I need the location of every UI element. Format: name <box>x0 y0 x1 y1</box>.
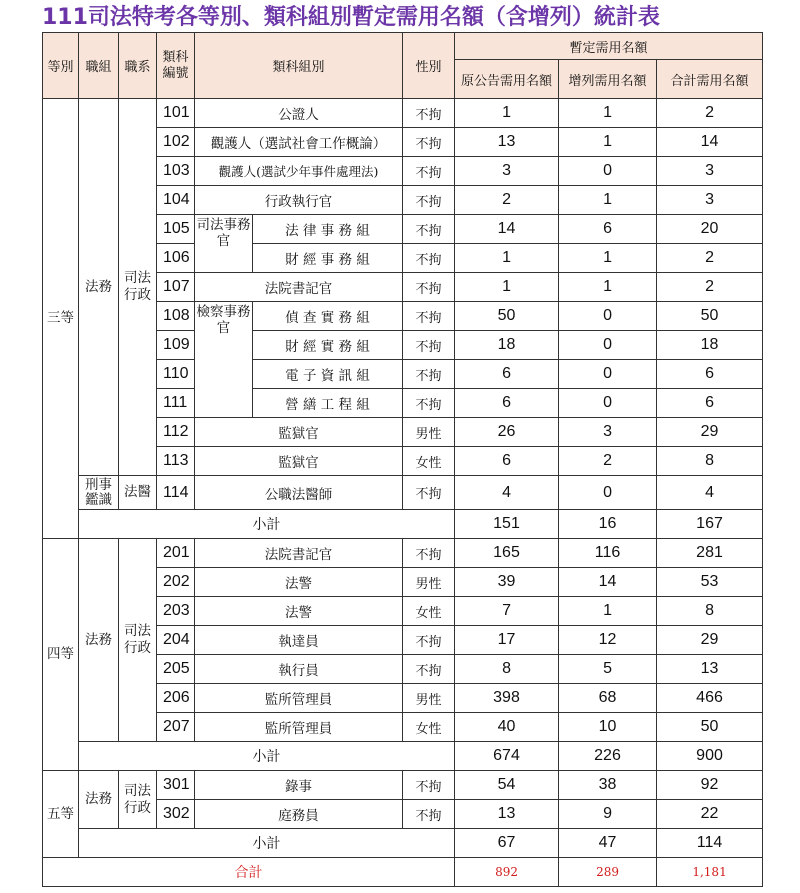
row-total: 22 <box>657 800 763 829</box>
row-gender: 男性 <box>403 684 455 713</box>
row-original: 18 <box>455 331 559 360</box>
grand-total-original: 892 <box>455 858 559 887</box>
row-original: 165 <box>455 539 559 568</box>
row-total: 18 <box>657 331 763 360</box>
row-gender: 不拘 <box>403 273 455 302</box>
series-judicial-admin-3 <box>119 99 157 476</box>
row-original: 13 <box>455 800 559 829</box>
row-added: 0 <box>559 157 657 186</box>
grade-3-label: 三等 <box>43 99 79 539</box>
row-total: 3 <box>657 186 763 215</box>
row-added: 0 <box>559 331 657 360</box>
row-total: 50 <box>657 302 763 331</box>
row-name: 監所管理員 <box>195 713 403 742</box>
row-code: 102 <box>157 128 195 157</box>
row-code: 101 <box>157 99 195 128</box>
row-original: 1 <box>455 273 559 302</box>
group-legal-4: 法務 <box>79 539 119 742</box>
row-name: 庭務員 <box>195 800 403 829</box>
row-code: 201 <box>157 539 195 568</box>
row-name: 偵 查 實 務 組 <box>253 302 403 331</box>
row-name: 法警 <box>195 597 403 626</box>
row-added: 3 <box>559 418 657 447</box>
row-original: 4 <box>455 476 559 510</box>
header-grade: 等別 <box>43 33 79 99</box>
row-gender: 不拘 <box>403 331 455 360</box>
page-title: 111司法特考各等別、類科組別暫定需用名額（含增列）統計表 <box>42 5 660 30</box>
row-total: 92 <box>657 771 763 800</box>
row-original: 1 <box>455 99 559 128</box>
table-row <box>43 539 763 568</box>
row-added: 0 <box>559 389 657 418</box>
row-total: 2 <box>657 244 763 273</box>
row-gender: 不拘 <box>403 99 455 128</box>
row-name: 法院書記官 <box>195 273 403 302</box>
row-name: 觀護人(選試少年事件處理法) <box>195 157 403 186</box>
group-forensic <box>79 476 119 510</box>
group-legal-3: 法務 <box>79 99 119 476</box>
subtotal-original: 674 <box>455 742 559 771</box>
row-added: 0 <box>559 476 657 510</box>
row-added: 1 <box>559 186 657 215</box>
row-code: 108 <box>157 302 195 331</box>
grade-4-label: 四等 <box>43 539 79 771</box>
header-quota: 暫定需用名額 <box>455 33 763 60</box>
row-added: 1 <box>559 128 657 157</box>
header-gender: 性別 <box>403 33 455 99</box>
subtotal-total: 167 <box>657 510 763 539</box>
row-original: 13 <box>455 128 559 157</box>
subtotal-label: 小計 <box>79 829 455 858</box>
row-total: 53 <box>657 568 763 597</box>
subtotal-original: 67 <box>455 829 559 858</box>
subtotal-added: 16 <box>559 510 657 539</box>
row-code: 207 <box>157 713 195 742</box>
row-added: 0 <box>559 360 657 389</box>
row-added: 1 <box>559 597 657 626</box>
row-original: 6 <box>455 447 559 476</box>
grand-total-label: 合計 <box>43 858 455 887</box>
row-gender: 男性 <box>403 568 455 597</box>
row-gender: 不拘 <box>403 771 455 800</box>
row-original: 39 <box>455 568 559 597</box>
row-gender: 不拘 <box>403 539 455 568</box>
row-code: 107 <box>157 273 195 302</box>
row-name: 公職法醫師 <box>195 476 403 510</box>
subtotal-label: 小計 <box>79 510 455 539</box>
row-gender: 女性 <box>403 597 455 626</box>
row-total: 6 <box>657 389 763 418</box>
row-original: 3 <box>455 157 559 186</box>
row-code: 110 <box>157 360 195 389</box>
row-added: 116 <box>559 539 657 568</box>
row-original: 17 <box>455 626 559 655</box>
series-label: 司法行政 <box>124 270 151 303</box>
quota-table <box>42 32 763 887</box>
row-original: 54 <box>455 771 559 800</box>
row-gender: 女性 <box>403 713 455 742</box>
row-name: 營 繕 工 程 組 <box>253 389 403 418</box>
row-total: 466 <box>657 684 763 713</box>
row-name: 電 子 資 訊 組 <box>253 360 403 389</box>
group-forensic-label: 刑事鑑識 <box>85 476 112 508</box>
row-code: 103 <box>157 157 195 186</box>
row-total: 3 <box>657 157 763 186</box>
row-code: 104 <box>157 186 195 215</box>
table-row <box>43 476 763 510</box>
row-gender: 女性 <box>403 447 455 476</box>
row-code: 205 <box>157 655 195 684</box>
row-added: 6 <box>559 215 657 244</box>
row-added: 9 <box>559 800 657 829</box>
row-code: 113 <box>157 447 195 476</box>
row-gender: 不拘 <box>403 302 455 331</box>
row-total: 20 <box>657 215 763 244</box>
subtotal-row <box>43 510 763 539</box>
row-code: 202 <box>157 568 195 597</box>
row-gender: 不拘 <box>403 800 455 829</box>
grade-5-label: 五等 <box>43 771 79 858</box>
row-original: 26 <box>455 418 559 447</box>
row-name: 法院書記官 <box>195 539 403 568</box>
row-added: 1 <box>559 244 657 273</box>
row-original: 1 <box>455 244 559 273</box>
row-added: 5 <box>559 655 657 684</box>
row-name: 法 律 事 務 組 <box>253 215 403 244</box>
header-added: 增列需用名額 <box>559 60 657 99</box>
row-added: 14 <box>559 568 657 597</box>
series-judicial-admin-5 <box>119 771 157 829</box>
row-code: 109 <box>157 331 195 360</box>
row-total: 2 <box>657 99 763 128</box>
table-row <box>43 99 763 128</box>
row-total: 50 <box>657 713 763 742</box>
group-legal-5: 法務 <box>79 771 119 829</box>
series-forensic-med: 法醫 <box>119 476 157 510</box>
row-gender: 不拘 <box>403 655 455 684</box>
row-added: 1 <box>559 99 657 128</box>
row-gender: 不拘 <box>403 476 455 510</box>
row-name: 監所管理員 <box>195 684 403 713</box>
row-original: 6 <box>455 360 559 389</box>
row-code: 114 <box>157 476 195 510</box>
row-name: 監獄官 <box>195 418 403 447</box>
subtotal-row <box>43 742 763 771</box>
row-original: 398 <box>455 684 559 713</box>
row-code: 301 <box>157 771 195 800</box>
row-total: 8 <box>657 597 763 626</box>
row-total: 13 <box>657 655 763 684</box>
row-total: 6 <box>657 360 763 389</box>
row-gender: 不拘 <box>403 128 455 157</box>
row-total: 14 <box>657 128 763 157</box>
row-code: 112 <box>157 418 195 447</box>
row-name: 行政執行官 <box>195 186 403 215</box>
row-total: 281 <box>657 539 763 568</box>
row-name: 執達員 <box>195 626 403 655</box>
series-label: 司法行政 <box>124 782 151 816</box>
row-name: 財 經 實 務 組 <box>253 331 403 360</box>
row-added: 0 <box>559 302 657 331</box>
row-added: 38 <box>559 771 657 800</box>
header-total: 合計需用名額 <box>657 60 763 99</box>
row-name: 觀護人（選試社會工作概論） <box>195 128 403 157</box>
row-original: 7 <box>455 597 559 626</box>
subgroup-prosecution-officer: 檢察事務官 <box>195 302 253 418</box>
row-gender: 不拘 <box>403 186 455 215</box>
row-total: 8 <box>657 447 763 476</box>
row-code: 302 <box>157 800 195 829</box>
row-added: 1 <box>559 273 657 302</box>
row-gender: 不拘 <box>403 626 455 655</box>
row-code: 206 <box>157 684 195 713</box>
row-gender: 不拘 <box>403 215 455 244</box>
subtotal-total: 114 <box>657 829 763 858</box>
row-gender: 不拘 <box>403 244 455 273</box>
row-name: 法警 <box>195 568 403 597</box>
header-series: 職系 <box>119 33 157 99</box>
row-gender: 不拘 <box>403 360 455 389</box>
row-total: 29 <box>657 418 763 447</box>
row-code: 204 <box>157 626 195 655</box>
row-total: 4 <box>657 476 763 510</box>
header-original: 原公告需用名額 <box>455 60 559 99</box>
row-name: 監獄官 <box>195 447 403 476</box>
row-added: 12 <box>559 626 657 655</box>
table-row <box>43 771 763 800</box>
header-group: 職組 <box>79 33 119 99</box>
grand-total-total: 1,181 <box>657 858 763 887</box>
subtotal-label: 小計 <box>79 742 455 771</box>
grand-total-added: 289 <box>559 858 657 887</box>
subtotal-added: 226 <box>559 742 657 771</box>
row-original: 8 <box>455 655 559 684</box>
row-original: 50 <box>455 302 559 331</box>
row-name: 執行員 <box>195 655 403 684</box>
header-code <box>157 33 195 99</box>
row-original: 40 <box>455 713 559 742</box>
row-original: 2 <box>455 186 559 215</box>
header-category: 類科組別 <box>195 33 403 99</box>
row-original: 6 <box>455 389 559 418</box>
row-added: 68 <box>559 684 657 713</box>
subtotal-total: 900 <box>657 742 763 771</box>
row-name: 財 經 事 務 組 <box>253 244 403 273</box>
subtotal-original: 151 <box>455 510 559 539</box>
row-added: 10 <box>559 713 657 742</box>
row-added: 2 <box>559 447 657 476</box>
row-gender: 不拘 <box>403 157 455 186</box>
row-gender: 男性 <box>403 418 455 447</box>
row-name: 錄事 <box>195 771 403 800</box>
row-code: 203 <box>157 597 195 626</box>
header-code-label: 類科編號 <box>162 49 189 81</box>
row-name: 公證人 <box>195 99 403 128</box>
subtotal-row <box>43 829 763 858</box>
row-original: 14 <box>455 215 559 244</box>
row-total: 29 <box>657 626 763 655</box>
grand-total-row <box>43 858 763 887</box>
subgroup-court-officer: 司法事務官 <box>195 215 253 273</box>
series-label: 司法行政 <box>124 623 151 656</box>
row-gender: 不拘 <box>403 389 455 418</box>
series-judicial-admin-4 <box>119 539 157 742</box>
row-total: 2 <box>657 273 763 302</box>
row-code: 111 <box>157 389 195 418</box>
row-code: 105 <box>157 215 195 244</box>
subtotal-added: 47 <box>559 829 657 858</box>
row-code: 106 <box>157 244 195 273</box>
